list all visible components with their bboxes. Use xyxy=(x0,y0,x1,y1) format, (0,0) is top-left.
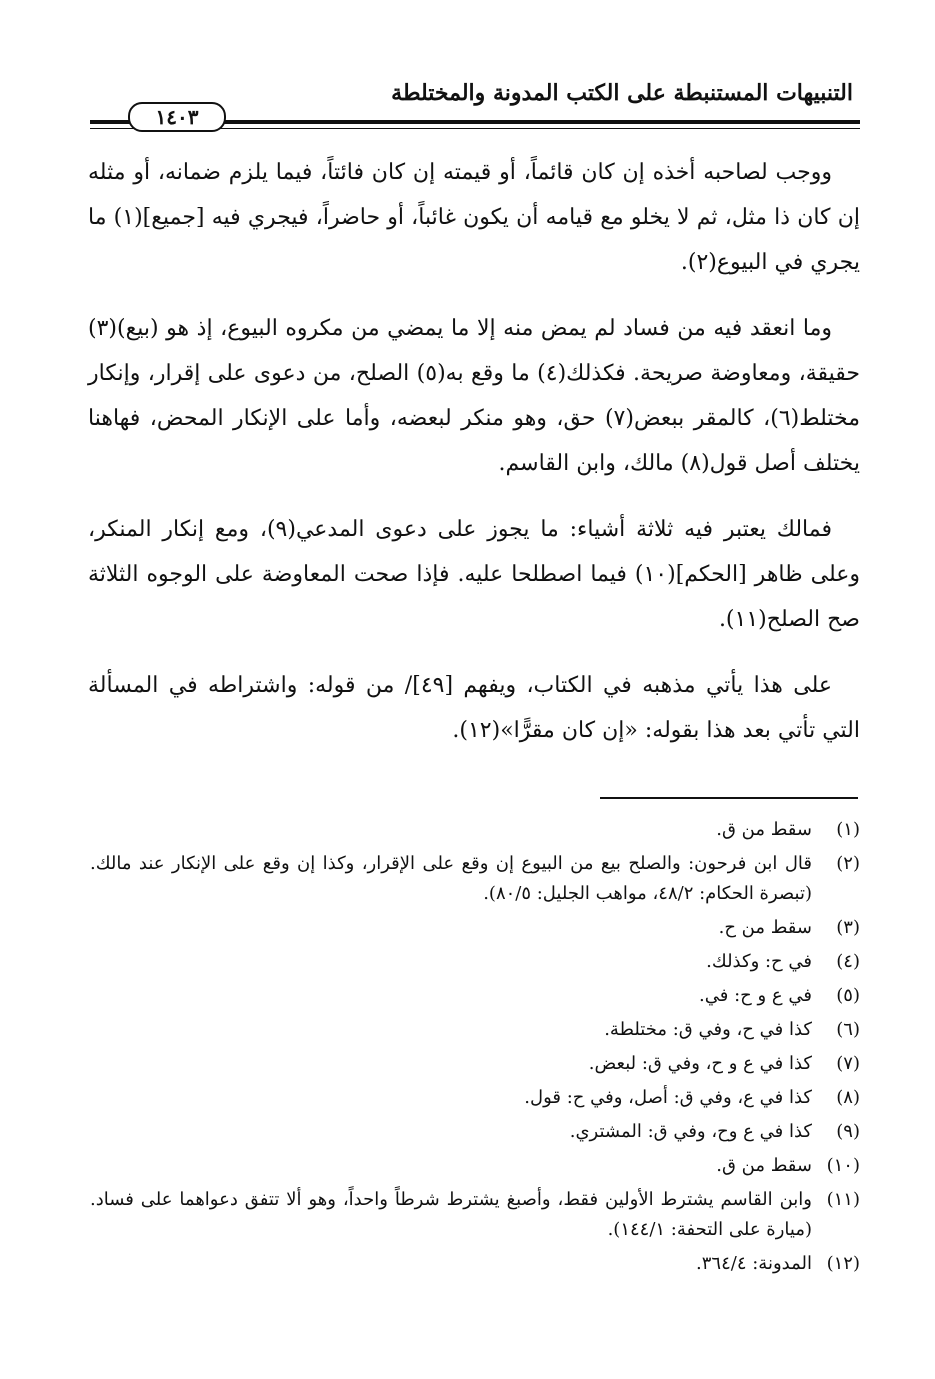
footnote-number: (٨) xyxy=(836,1087,860,1108)
footnote-number: (٦) xyxy=(836,1019,860,1040)
footnote-item xyxy=(90,849,860,909)
footnote-text: وابن القاسم يشترط الأولين فقط، وأصبغ يشترط شرطاً واحداً، وهو ألا تتفق دعواهما على فساد. (ميارة على التحفة: ١٤٤/١). xyxy=(90,1189,812,1240)
footnote-text: قال ابن فرحون: والصلح بيع من البيوع إن وقع على الإقرار، وكذا إن وقع على الإنكار عند مالك. (تبصرة الحكام: ٤٨/٢، مواهب الجليل: ٨٠/٥). xyxy=(90,853,812,904)
footnote-text: المدونة: ٣٦٤/٤. xyxy=(696,1253,812,1274)
paragraph: على هذا يأتي مذهبه في الكتاب، ويفهم [٤٩]/ من قوله: واشتراطه في المسألة التي تأتي بعد هذا بقوله: «إن كان مقرًّا»(١٢). xyxy=(88,673,860,743)
footnote-number: (١٠) xyxy=(826,1155,860,1176)
footnote-text: سقط من ق. xyxy=(716,1155,812,1176)
footnote-item xyxy=(90,1083,860,1113)
footnote-item xyxy=(90,913,860,943)
footnote-item xyxy=(90,1117,860,1147)
footnote-text: في ع و ح: في. xyxy=(699,985,812,1006)
running-header-title: التنبيهات المستنبطة على الكتب المدونة والمختلطة xyxy=(391,80,853,106)
footnote-text: في ح: وكذلك. xyxy=(706,951,812,972)
paragraph: فمالك يعتبر فيه ثلاثة أشياء: ما يجوز على دعوى المدعي(٩)، ومع إنكار المنكر، وعلى ظاهر [الحكم](١٠) فيما اصطلحا عليه. فإذا صحت المعاوضة على الوجوه الثلاثة صح الصلح(١١). xyxy=(88,517,860,632)
footnote-item xyxy=(90,1151,860,1181)
footnote-item xyxy=(90,1249,860,1279)
footnote-number: (٧) xyxy=(836,1053,860,1074)
footnote-text: سقط من ق. xyxy=(716,819,812,840)
footnote-text: كذا في ع وح، وفي ق: المشتري. xyxy=(569,1121,812,1142)
footnote-item xyxy=(90,815,860,845)
footnote-number: (٣) xyxy=(836,917,860,938)
footnote-item xyxy=(90,981,860,1011)
footnotes xyxy=(90,815,860,1283)
main-text xyxy=(88,150,860,753)
footnote-item xyxy=(90,947,860,977)
footnote-number: (١) xyxy=(836,819,860,840)
footnote-item xyxy=(90,1185,860,1245)
footnote-number: (٥) xyxy=(836,985,860,1006)
footnote-number: (١١) xyxy=(826,1189,860,1210)
footnote-number: (٤) xyxy=(836,951,860,972)
paragraph: ووجب لصاحبه أخذه إن كان قائماً، أو قيمته إن كان فائتاً، فيما يلزم ضمانه، أو مثله إن كان ذا مثل، ثم لا يخلو مع قيامه أن يكون غائباً، أو حاضراً، فيجري فيه [جميع](١) ما يجري في البيوع(٢). xyxy=(88,160,860,275)
footnote-number: (٢) xyxy=(836,853,860,874)
footnote-text: كذا في ع و ح، وفي ق: لبعض. xyxy=(588,1053,812,1074)
footnote-text: سقط من ح. xyxy=(718,917,812,938)
footnote-item xyxy=(90,1015,860,1045)
footnote-text: كذا في ع، وفي ق: أصل، وفي ح: قول. xyxy=(524,1087,812,1108)
footnote-number: (٩) xyxy=(836,1121,860,1142)
footnote-text: كذا في ح، وفي ق: مختلطة. xyxy=(604,1019,812,1040)
footnote-number: (١٢) xyxy=(826,1253,860,1274)
page-number: ١٤٠٣ xyxy=(128,102,226,132)
footnote-item xyxy=(90,1049,860,1079)
footnote-separator xyxy=(600,797,858,799)
paragraph: وما انعقد فيه من فساد لم يمض منه إلا ما يمضي من مكروه البيوع، إذ هو (بيع)(٣) حقيقة، ومعاوضة صريحة. فكذلك(٤) ما وقع به(٥) الصلح، من دعوى على إقرار، وإنكار مختلط(٦)، كالمقر ببعض(٧) حق، وهو منكر لبعضه، وأما على الإنكار المحض، فهاهنا يختلف أصل قول(٨) مالك، وابن القاسم. xyxy=(88,316,861,476)
